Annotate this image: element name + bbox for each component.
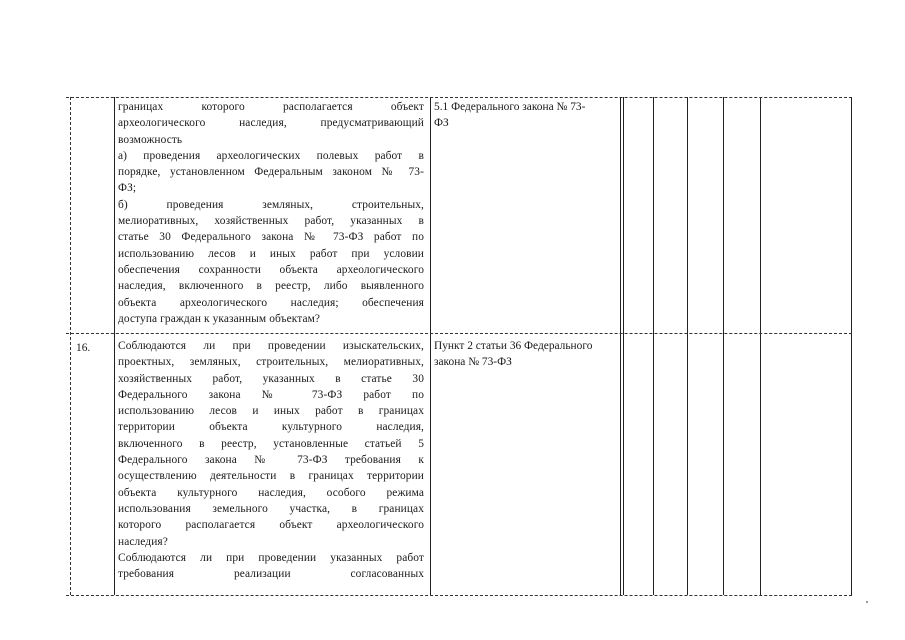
requirement-line: которого располагается объект археологического <box>118 519 424 532</box>
table-right-border <box>851 97 852 595</box>
column-divider-requirement <box>430 97 431 595</box>
requirement-cell <box>118 338 424 582</box>
requirement-line: объекта археологического наследия; обеспечения <box>118 296 424 309</box>
table-top-border <box>66 97 852 98</box>
row-number: 16. <box>76 342 91 354</box>
reference-line: ФЗ <box>434 117 449 130</box>
requirement-line: доступа граждан к указанным объектам? <box>118 312 321 325</box>
column-divider-check-2 <box>687 97 688 595</box>
requirement-line: включенного в реестр, установленные статьей 5 <box>118 437 424 450</box>
requirement-line: возможность <box>118 133 183 146</box>
requirement-line: мелиоративных, хозяйственных работ, указанных в <box>118 215 424 228</box>
requirement-line: проектных, земляных, строительных, мелиоративных, <box>118 356 424 369</box>
column-divider-check-3 <box>723 97 724 595</box>
requirement-line: хозяйственных работ, указанных в статье 30 <box>118 372 424 385</box>
requirement-line: обеспечения сохранности объекта археологического <box>118 263 424 276</box>
requirement-line: б) проведения земляных, строительных, <box>118 198 424 211</box>
reference-line: 5.1 Федерального закона № 73- <box>434 101 586 113</box>
column-divider-check-1 <box>653 97 654 595</box>
requirement-line: Соблюдаются ли при проведении указанных работ <box>118 551 424 564</box>
requirement-line: порядке, установленном Федеральным законом № 73- <box>118 166 424 179</box>
requirement-line: использованию лесов и иных работ при условии <box>118 247 424 260</box>
requirement-line: требования реализации согласованных <box>118 568 424 581</box>
requirement-line: границах которого располагается объект <box>118 101 424 113</box>
reference-cell <box>434 99 618 132</box>
reference-line: закона № 73-ФЗ <box>434 356 512 369</box>
column-divider-reference-a <box>620 97 621 595</box>
column-divider-check-4 <box>760 97 761 595</box>
reference-cell <box>434 338 618 371</box>
requirement-line: статье 30 Федерального закона № 73-ФЗ работ по <box>118 231 424 244</box>
requirement-line: ФЗ; <box>118 182 137 195</box>
requirement-line: территории объекта культурного наследия, <box>118 421 424 434</box>
scan-speck <box>866 601 868 603</box>
requirement-line: Федерального закона № 73-ФЗ требования к <box>118 454 424 467</box>
requirement-line: Федерального закона № 73-ФЗ работ по <box>118 388 424 401</box>
table-bottom-border <box>66 595 852 596</box>
requirement-line: использованию лесов и иных работ в границах <box>118 405 424 418</box>
requirement-line: наследия? <box>118 535 168 548</box>
requirement-cell <box>118 99 424 327</box>
column-divider-reference-b <box>623 97 624 595</box>
column-divider-number <box>114 97 115 595</box>
requirement-line: объекта культурного наследия, особого режима <box>118 486 424 499</box>
row-divider <box>66 333 852 334</box>
requirement-line: а) проведения археологических полевых работ в <box>118 149 424 162</box>
table-left-border <box>70 97 71 595</box>
reference-line: Пункт 2 статьи 36 Федерального <box>434 340 593 352</box>
requirement-line: осуществлению деятельности в границах территории <box>118 470 424 483</box>
requirement-line: Соблюдаются ли при проведении изыскательских, <box>118 340 424 352</box>
requirement-line: использования земельного участка, в границах <box>118 502 424 515</box>
requirement-line: археологического наследия, предусматривающий <box>118 117 424 130</box>
requirement-line: наследия, включенного в реестр, либо выявленного <box>118 280 424 293</box>
